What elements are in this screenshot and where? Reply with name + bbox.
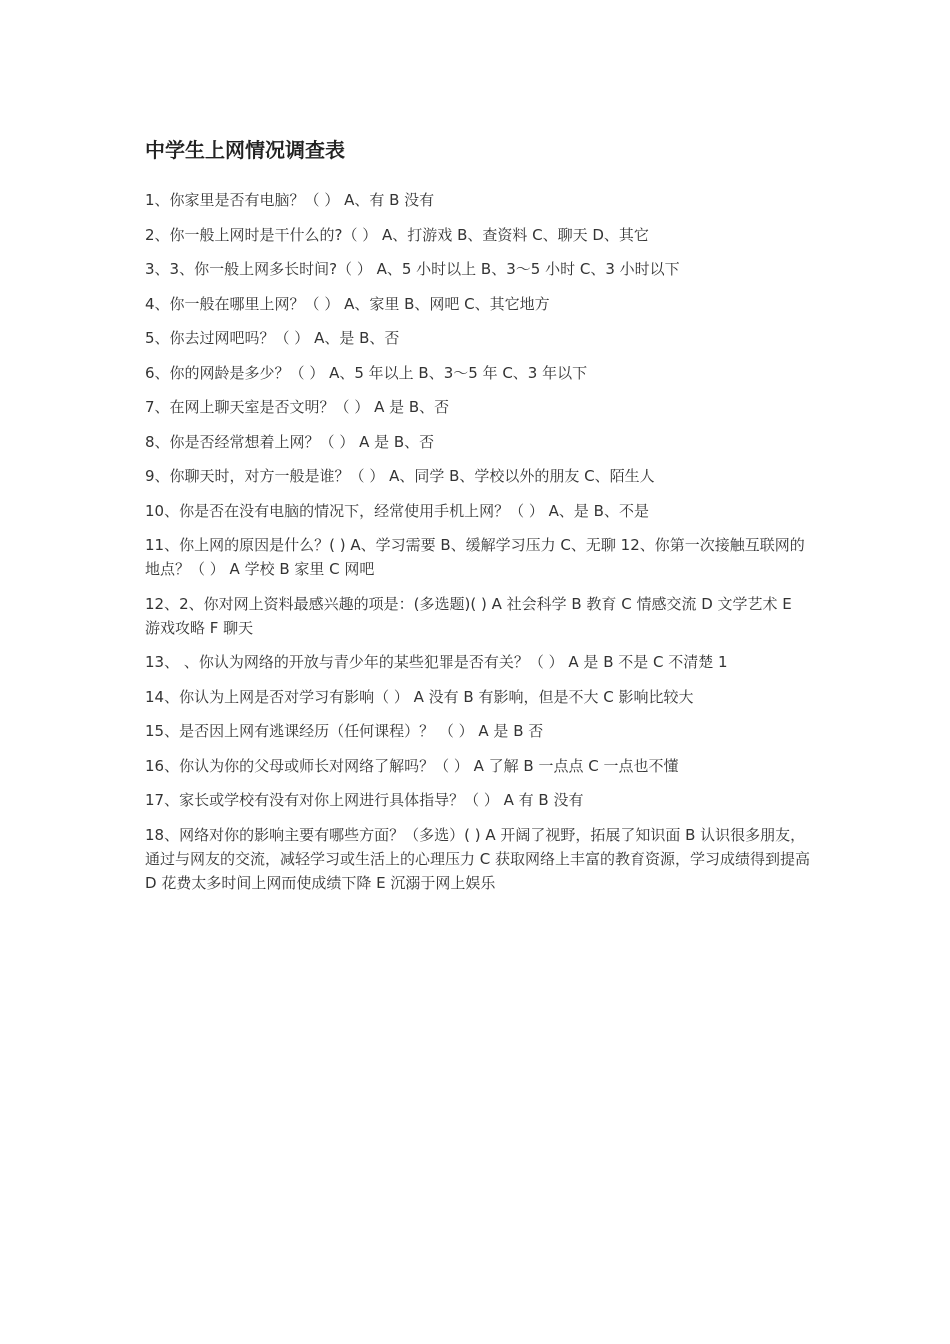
question-4: 4、你一般在哪里上网？（ ） A、家里 B、网吧 C、其它地方: [145, 294, 550, 313]
question-1: 1、你家里是否有电脑？（ ） A、有 B 没有: [145, 191, 435, 209]
question-8: 8、你是否经常想着上网？（ ） A 是 B、否: [145, 432, 435, 451]
question-9: 9、你聊天时，对方一般是谁？（ ） A、同学 B、学校以外的朋友 C、陌生人: [145, 467, 655, 485]
question-7: 7、在网上聊天室是否文明？（ ） A 是 B、否: [145, 398, 450, 416]
question-14: 14、你认为上网是否对学习有影响（ ） A 没有 B 有影响，但是不大 C 影响比较大: [145, 687, 694, 706]
question-12: 12、2、你对网上资料最感兴趣的项是：(多选题)( ) A 社会科学 B 教育 C 情感交流 D 文学艺术 E 游戏攻略 F 聊天: [145, 594, 792, 637]
question-15: 15、是否因上网有逃课经历（任何课程）？ （ ） A 是 B 否: [145, 722, 544, 740]
question-3: 3、3、你一般上网多长时间?（ ） A、5 小时以上 B、3～5 小时 C、3 小时以下: [145, 260, 680, 278]
question-18: 18、网络对你的影响主要有哪些方面？（多选）( ) A 开阔了视野，拓展了知识面 B 认识很多朋友，通过与网友的交流，减轻学习或生活上的心理压力 C 获取网络上丰富的教育资源，学习成绩得到提高 D 花费太多时间上网而使成绩下降 E 沉溺于网上娱乐: [145, 825, 811, 892]
question-16: 16、你认为你的父母或师长对网络了解吗？（ ） A 了解 B 一点点 C 一点也不懂: [145, 756, 679, 775]
question-2: 2、你一般上网时是干什么的?（ ） A、打游戏 B、查资料 C、聊天 D、其它: [145, 225, 649, 244]
page-title: 中学生上网情况调查表: [145, 138, 345, 162]
question-17: 17、家长或学校有没有对你上网进行具体指导？（ ） A 有 B 没有: [145, 791, 584, 809]
question-11: 11、你上网的原因是什么？( ) A、学习需要 B、缓解学习压力 C、无聊 12、你第一次接触互联网的地点？（ ） A 学校 B 家里 C 网吧: [145, 536, 805, 578]
question-6: 6、你的网龄是多少？（ ） A、5 年以上 B、3～5 年 C、3 年以下: [145, 363, 588, 382]
question-5: 5、你去过网吧吗？（ ） A、是 B、否: [145, 329, 400, 347]
question-13: 13、 、你认为网络的开放与青少年的某些犯罪是否有关？（ ） A 是 B 不是 C 不清楚 1: [145, 653, 728, 671]
question-10: 10、你是否在没有电脑的情况下，经常使用手机上网？（ ） A、是 B、不是: [145, 501, 649, 520]
document-page: [145, 136, 810, 905]
